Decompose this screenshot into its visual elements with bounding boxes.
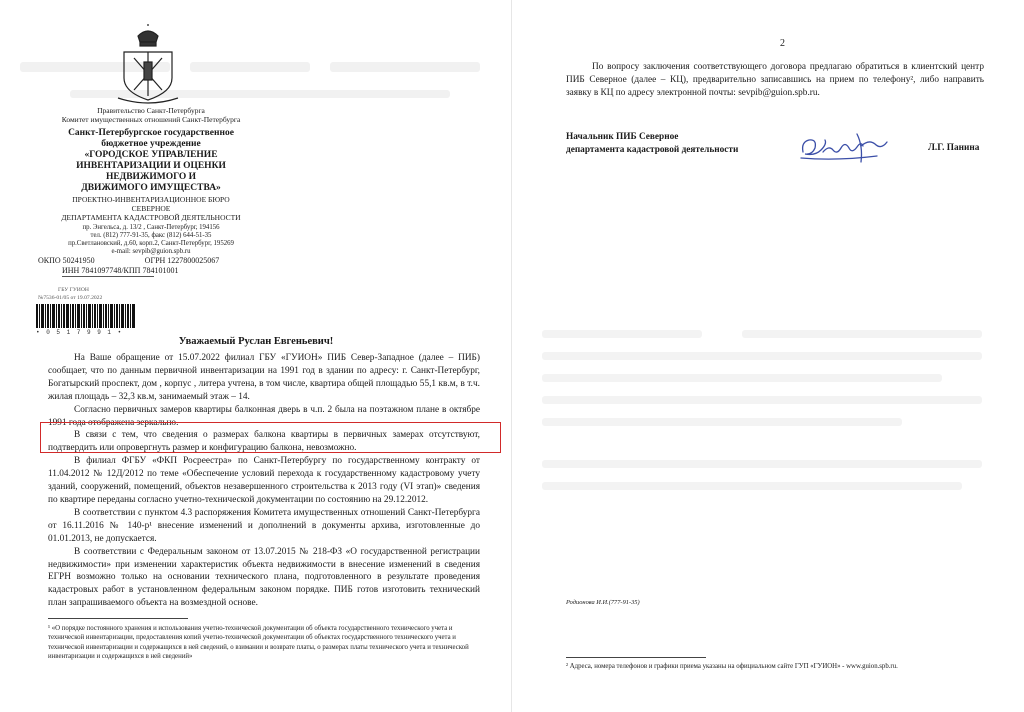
codes-row bbox=[38, 256, 219, 265]
footnote-1: ¹ «О порядке постоянного хранения и использования учетно-технической документации об объекта государственного технического учета и технической инвентаризации, предоставления копий учетно-технической документации об объектах государственного технического учета и технической инвентаризации и содержащихся в ней сведений, о взимании и возврате платы, о размерах платы технического учета и технической инвентаризации и содержащихся в ней сведений» bbox=[48, 625, 469, 661]
footnote-separator bbox=[566, 657, 706, 658]
letter-page-2 bbox=[512, 0, 1024, 712]
body-paragraph-highlighted: В связи с тем, что сведения о размерах балкона квартиры в первичных замерах отсутствуют, подтвердить или опровергнуть размер и конфигурацию балкона, невозможно. bbox=[48, 430, 480, 454]
committee-name: Комитет имущественных отношений Санкт-Петербурга bbox=[61, 115, 241, 124]
org-line: «ГОРОДСКОЕ УПРАВЛЕНИЕ bbox=[84, 150, 218, 160]
body-paragraph: На Ваше обращение от 15.07.2022 филиал ГБУ «ГУИОН» ПИБ Север-Западное (далее – ПИБ) сообщает, что по данным первичной инвентаризации на 1991 год в здании по адресу: г. Санкт-Петербург, Богатырский проспект, дом , корпус , литера учтена, в том числе, квартира общей площадью 55,1 кв.м, в т.ч. жилая площадь – 32,3 кв.м, занимаемый этаж – 14. bbox=[48, 353, 480, 402]
page-number: 2 bbox=[780, 38, 785, 49]
registration-org: ГБУ ГУИОН bbox=[58, 287, 89, 293]
address-line: тел. (812) 777-91-35, факс (812) 644-51-35 bbox=[90, 232, 212, 239]
registration-line bbox=[62, 276, 154, 277]
org-line: бюджетное учреждение bbox=[101, 139, 201, 149]
footnote-separator bbox=[48, 618, 188, 619]
org-line: ДВИЖИМОГО ИМУЩЕСТВА» bbox=[81, 183, 221, 193]
bureau-line: ДЕПАРТАМЕНТА КАДАСТРОВОЙ ДЕЯТЕЛЬНОСТИ bbox=[61, 213, 241, 222]
body-paragraph: В филиал ФГБУ «ФКП Росреестра» по Санкт-Петербургу по государственному контракту от 11.04.2012 № 12Д/2012 по теме «Обеспечение условий перехода к государственному кадастровому учету зданий, сооружений, помещений, объектов незавершенного строительства к 2013 году (VI этап)» сведения по квартире переданы согласно учетно-технической документации по состоянию на 29.12.2012. bbox=[48, 456, 480, 505]
org-line: Санкт-Петербургское государственное bbox=[68, 128, 234, 138]
handwritten-signature bbox=[797, 128, 892, 166]
st-petersburg-coat-of-arms-icon bbox=[116, 24, 180, 106]
body-paragraph: Согласно первичных замеров квартиры балконная дверь в ч.п. 2 была на поэтажном плане в октябре 1991 года отображена зеркально. bbox=[48, 404, 480, 428]
body-paragraph: В соответствии с Федеральным законом от 13.07.2015 № 218-ФЗ «О государственной регистрации недвижимости» при изменении характеристик объекта недвижимости в внесение изменений в сведения ЕГРН возможно только на основании технического плана, подготовленного в результате проведения кадастровых работ в установленном федеральным законом порядке. ПИБ готов изготовить технический план запрашиваемого объекта на возмездной основе. bbox=[48, 546, 480, 609]
footnote-2: ² Адреса, номера телефонов и графики приема указаны на официальном сайте ГУП «ГУИОН» - www.guion.spb.ru. bbox=[566, 663, 898, 670]
address-line: пр. Энгельса, д. 13/2 , Санкт-Петербург, 194156 bbox=[82, 224, 220, 231]
registration-number: №7536-01/05 от 19.07.2022 bbox=[38, 295, 103, 301]
signer-title-line: департамента кадастровой деятельности bbox=[566, 144, 739, 155]
greeting: Уважаемый Руслан Евгеньевич! bbox=[178, 336, 334, 347]
email-line: e-mail: sevpib@guion.spb.ru bbox=[111, 248, 191, 255]
org-line: ИНВЕНТАРИЗАЦИИ И ОЦЕНКИ bbox=[76, 161, 226, 171]
red-highlight-box bbox=[40, 422, 501, 453]
signer-title bbox=[566, 131, 738, 156]
ogrn-code: ОГРН 1227800025067 bbox=[144, 256, 220, 265]
okpo-code: ОКПО 50241950 bbox=[38, 256, 95, 265]
signer-title-line: Начальник ПИБ Северное bbox=[566, 132, 679, 142]
bureau-line: СЕВЕРНОЕ bbox=[131, 204, 171, 213]
signer-name: Л.Г. Панина bbox=[928, 143, 980, 153]
closing-text bbox=[566, 61, 984, 100]
executor-note: Родионова И.И.(777-91-35) bbox=[566, 599, 640, 606]
gov-name: Правительство Санкт-Петербурга bbox=[97, 106, 205, 115]
inn-code: ИНН 7841097748/КПП 784101001 bbox=[62, 266, 179, 275]
document-barcode bbox=[36, 304, 136, 328]
body-paragraph: По вопросу заключения соответствующего договора предлагаю обратиться в клиентский центр ПИБ Северное (далее – КЦ), предварительно записавшись на прием по телефону², либо направить заявку в КЦ по адресу электронной почты: sevpib@guion.spb.ru. bbox=[566, 62, 984, 98]
letter-body bbox=[48, 352, 480, 610]
org-line: НЕДВИЖИМОГО И bbox=[105, 172, 197, 182]
bureau-line: ПРОЕКТНО-ИНВЕНТАРИЗАЦИОННОЕ БЮРО bbox=[72, 195, 230, 204]
body-paragraph: В соответствии с пунктом 4.3 распоряжения Комитета имущественных отношений Санкт-Петербурга от 16.11.2016 № 140-р¹ внесение изменений и дополнений в документы архива, изготовленные до 01.01.2013, не допускается. bbox=[48, 507, 480, 544]
barcode-number: • 0 5 1 7 9 9 1 • bbox=[36, 329, 123, 336]
address-line: пр.Светлановский, д.60, корп.2, Санкт-Петербург, 195269 bbox=[68, 240, 234, 247]
